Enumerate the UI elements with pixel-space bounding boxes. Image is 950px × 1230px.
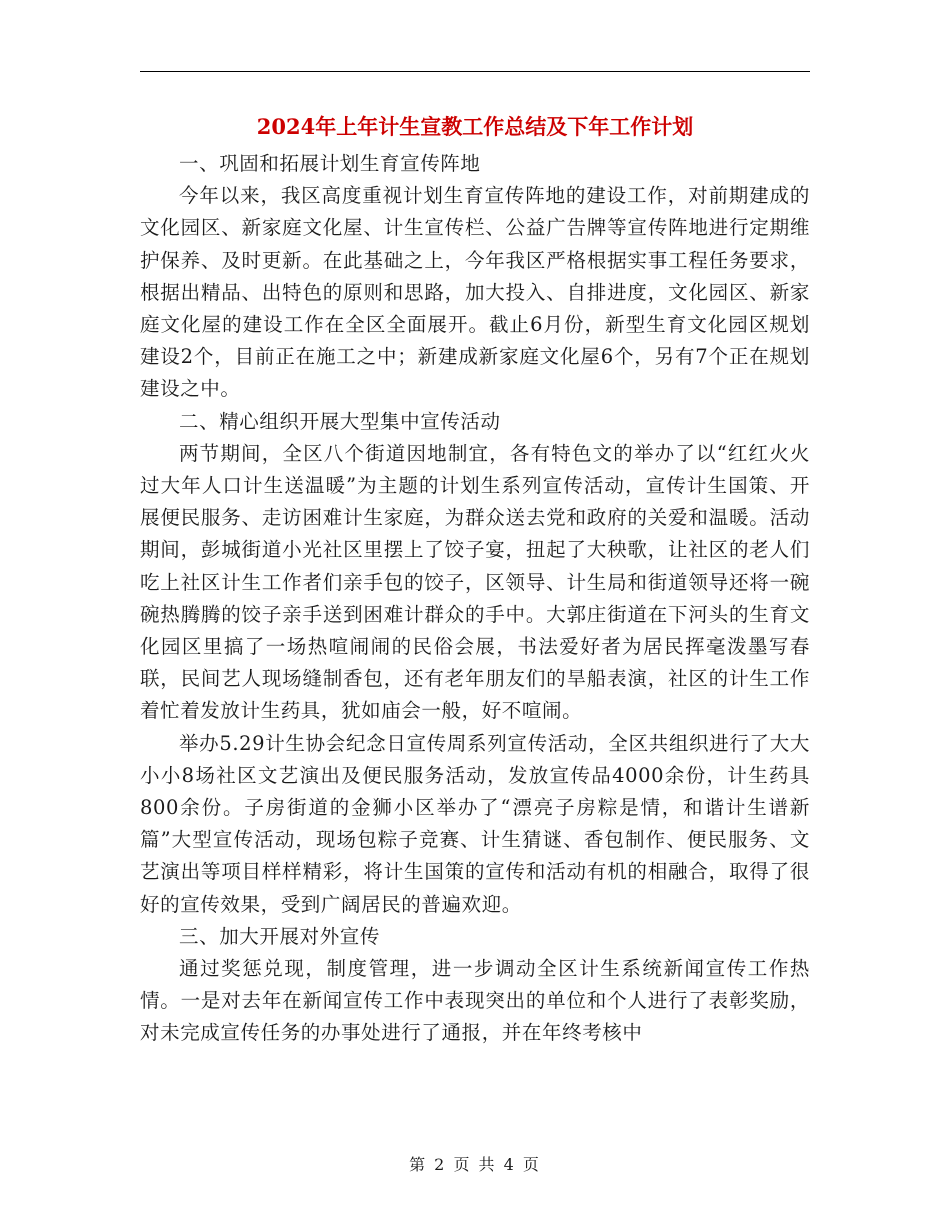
section-2-paragraph-1: 两节期间，全区八个街道因地制宜，各有特色文的举办了以“红红火火过大年人口计生送温暖”为主题的计划生系列宣传活动，宣传计生国策、开展便民服务、走访困难计生家庭，为群众送去党和政府的关爱和温暖。活动期间，彭城街道小光社区里摆上了饺子宴，扭起了大秧歌，让社区的老人们吃上社区计生工作者们亲手包的饺子，区领导、计生局和街道领导还将一碗碗热腾腾的饺子亲手送到困难计群众的手中。大郭庄街道在下河头的生育文化园区里搞了一场热喧闹闹的民俗会展，书法爱好者为居民挥毫泼墨写春联，民间艺人现场缝制香包，还有老年朋友们的旱船表演，社区的计生工作着忙着发放计生药具，犹如庙会一般，好不喧闹。: [140, 441, 810, 723]
section-heading-2: 二、精心组织开展大型集中宣传活动: [179, 409, 501, 433]
section-heading-3: 三、加大开展对外宣传: [179, 924, 381, 948]
document-body: [140, 148, 810, 1050]
document-title: 2024年上年计生宣教工作总结及下年工作计划: [256, 114, 694, 139]
section-2-paragraph-2: 举办5.29计生协会纪念日宣传周系列宣传活动，全区共组织进行了大大小小8场社区文艺演出及便民服务活动，发放宣传品4000余份，计生药具800余份。子房街道的金狮小区举办了“漂亮子房粽是情，和谐计生谱新篇”大型宣传活动，现场包粽子竞赛、计生猜谜、香包制作、便民服务、文艺演出等项目样样精彩，将计生国策的宣传和活动有机的相融合，取得了很好的宣传效果，受到广阔居民的普遍欢迎。: [140, 731, 810, 916]
section-1-paragraph-1: 今年以来，我区高度重视计划生育宣传阵地的建设工作，对前期建成的文化园区、新家庭文化屋、计生宣传栏、公益广告牌等宣传阵地进行定期维护保养、及时更新。在此基础之上，今年我区严格根据实事工程任务要求，根据出精品、出特色的原则和思路，加大投入、自排进度，文化园区、新家庭文化屋的建设工作在全区全面展开。截止6月份，新型生育文化园区规划建设2个，目前正在施工之中；新建成新家庭文化屋6个，另有7个正在规划建设之中。: [140, 184, 810, 401]
header-rule: [140, 71, 810, 72]
section-3-paragraph-1: 通过奖惩兑现，制度管理，进一步调动全区计生系统新闻宣传工作热情。一是对去年在新闻宣传工作中表现突出的单位和个人进行了表彰奖励，对未完成宣传任务的办事处进行了通报，并在年终考核中: [140, 957, 810, 1045]
page-number-footer: 第 2 页 共 4 页: [409, 1155, 541, 1174]
section-heading-1: 一、巩固和拓展计划生育宣传阵地: [179, 152, 481, 175]
